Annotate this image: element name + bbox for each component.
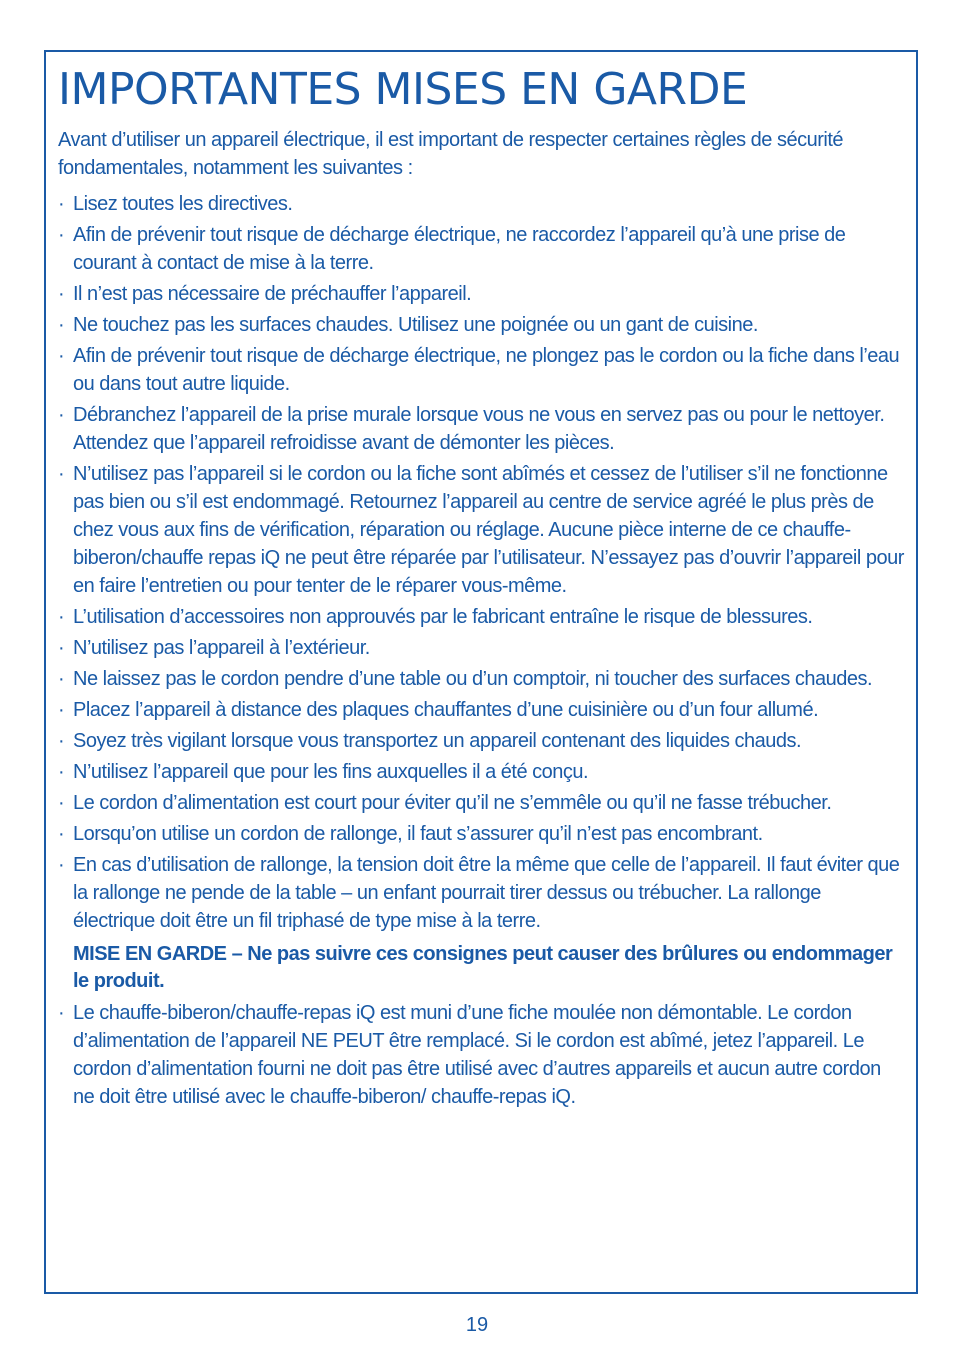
bullet-icon: · (58, 854, 65, 876)
list-item (58, 603, 904, 631)
list-item (58, 401, 904, 457)
bullet-icon: · (58, 699, 65, 721)
list-item (58, 851, 904, 935)
list-item-text: Ne laissez pas le cordon pendre d’une table ou d’un comptoir, ni toucher des surfaces chaudes. (73, 668, 873, 690)
bullet-icon: · (58, 283, 65, 305)
list-item (58, 460, 904, 600)
list-item (58, 342, 904, 398)
list-item-text: Le chauffe-biberon/chauffe-repas iQ est muni d’une fiche moulée non démontable. Le cordon d’alimentation de l’appareil NE PEUT être remplacé. Si le cordon est abîmé, jetez l’appareil. Le cordon d’alimentation fourni ne doit pas être utilisé avec d’autres appareils et aucun autre cordon ne doit être utilisé avec le chauffe-biberon/ chauffe-repas iQ. (73, 1002, 881, 1108)
list-item (58, 999, 904, 1111)
list-item-text: Le cordon d’alimentation est court pour éviter qu’il ne s’emmêle ou qu’il ne fasse trébucher. (73, 792, 832, 814)
list-item-text: L’utilisation d’accessoires non approuvés par le fabricant entraîne le risque de blessures. (73, 606, 813, 628)
list-item-text: N’utilisez pas l’appareil si le cordon ou la fiche sont abîmés et cessez de l’utiliser s’il ne fonctionne pas bien ou s’il est endommagé. Retournez l’appareil au centre de service agréé le plus près de chez vous aux fins de vérification, réparation ou réglage. Aucune pièce interne de ce chauffe-biberon/chauffe repas iQ ne peut être réparée par l’utilisateur. N’essayez pas d’ouvrir l’appareil pour en faire l’entretien ou pour tenter de le réparer vous-même. (73, 463, 904, 597)
list-item-text: Placez l’appareil à distance des plaques chauffantes d’une cuisinière ou d’un four allumé. (73, 699, 819, 721)
list-item (58, 820, 904, 848)
bullet-icon: · (58, 1002, 65, 1024)
list-item (58, 221, 904, 277)
list-item-text: N’utilisez l’appareil que pour les fins auxquelles il a été conçu. (73, 761, 589, 783)
bullet-icon: · (58, 606, 65, 628)
list-item (58, 789, 904, 817)
bullet-icon: · (58, 637, 65, 659)
list-item-text: En cas d’utilisation de rallonge, la tension doit être la même que celle de l’appareil. Il faut éviter que la rallonge ne pende de la table – un enfant pourrait tirer dessus ou trébucher. La rallonge électrique doit être un fil triphasé de type mise à la terre. (73, 854, 900, 932)
list-item (58, 727, 904, 755)
safety-content (58, 126, 904, 1114)
page-number: 19 (465, 1314, 489, 1336)
list-item-text: Lisez toutes les directives. (73, 193, 293, 215)
bullet-icon: · (58, 823, 65, 845)
bullet-icon: · (58, 224, 65, 246)
list-item (58, 758, 904, 786)
bullet-icon: · (58, 761, 65, 783)
bullet-icon: · (58, 463, 65, 485)
bullet-icon: · (58, 404, 65, 426)
list-item-text: N’utilisez pas l’appareil à l’extérieur. (73, 637, 370, 659)
bullet-icon: · (58, 668, 65, 690)
page-title: IMPORTANTES MISES EN GARDE (58, 64, 748, 115)
intro-text: Avant d’utiliser un appareil électrique, il est important de respecter certaines règles de sécurité fondamentales, notamment les suivantes : (58, 129, 844, 179)
bullet-icon: · (58, 345, 65, 367)
list-item-text: Il n’est pas nécessaire de préchauffer l’appareil. (73, 283, 472, 305)
bullet-icon: · (58, 730, 65, 752)
list-item (58, 696, 904, 724)
list-item-text: Lorsqu’on utilise un cordon de rallonge, il faut s’assurer qu’il n’est pas encombrant. (73, 823, 763, 845)
list-item (58, 634, 904, 662)
bullet-icon: · (58, 193, 65, 215)
list-item (58, 280, 904, 308)
list-item-text: Afin de prévenir tout risque de décharge électrique, ne raccordez l’appareil qu’à une prise de courant à contact de mise à la terre. (73, 224, 846, 274)
list-item-text: Débranchez l’appareil de la prise murale lorsque vous ne vous en servez pas ou pour le nettoyer. Attendez que l’appareil refroidisse avant de démonter les pièces. (73, 404, 885, 454)
list-item (58, 665, 904, 693)
list-item (58, 190, 904, 218)
bullet-icon: · (58, 792, 65, 814)
list-item-text: Ne touchez pas les surfaces chaudes. Utilisez une poignée ou un gant de cuisine. (73, 314, 758, 336)
list-item-text: Afin de prévenir tout risque de décharge électrique, ne plongez pas le cordon ou la fiche dans l’eau ou dans tout autre liquide. (73, 345, 900, 395)
list-item (58, 311, 904, 339)
final-list (58, 999, 904, 1111)
warning-text: MISE EN GARDE – Ne pas suivre ces consignes peut causer des brûlures ou endommager le produit. (73, 943, 893, 992)
safety-list (58, 190, 904, 935)
bullet-icon: · (58, 314, 65, 336)
list-item-text: Soyez très vigilant lorsque vous transportez un appareil contenant des liquides chauds. (73, 730, 802, 752)
